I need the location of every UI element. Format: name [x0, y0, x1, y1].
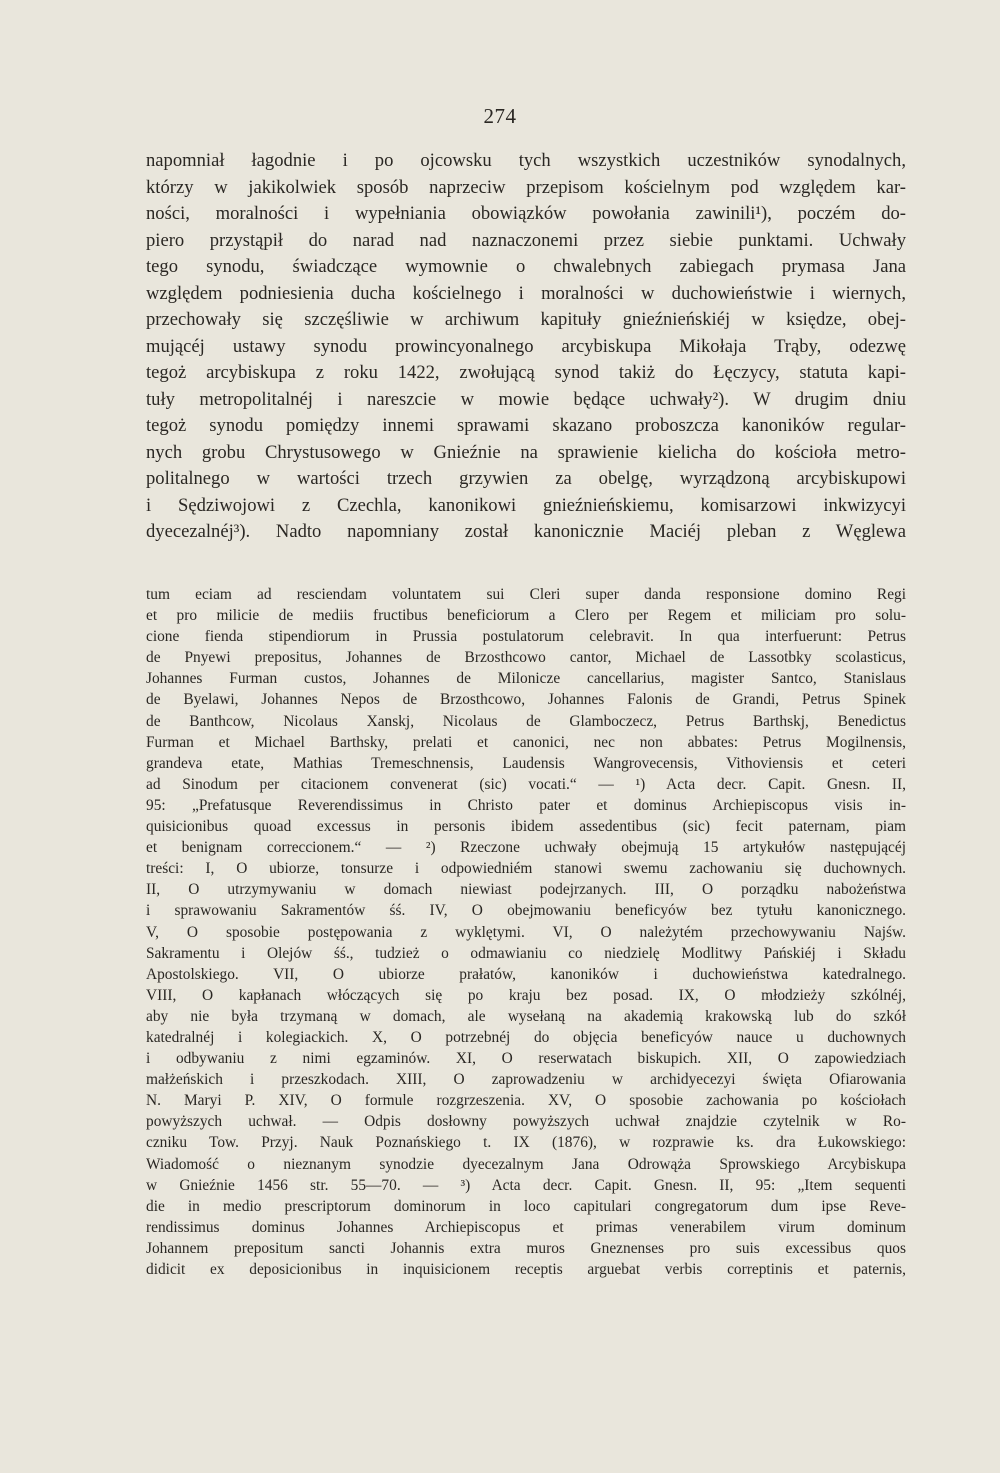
footnote-line: ad Sinodum per citacionem convenerat (sic) vocati.“ — ¹) Acta decr. Capit. Gnesn. II,	[146, 775, 906, 793]
footnote-line: Johannes Furman custos, Johannes de Milonicze cancellarius, magister Santco, Stanislaus	[146, 670, 906, 688]
footnote-line: die in medio prescriptorum dominorum in loco capitulari congregatorum dum ipse Reve-	[146, 1197, 906, 1215]
footnote-line: rendissimus dominus Johannes Archiepiscopus et primas venerabilem virum dominum	[146, 1218, 906, 1236]
footnote-line: 95: „Prefatusque Reverendissimus in Christo pater et dominus Archiepiscopus visis in-	[146, 796, 906, 814]
page-number: 274	[483, 104, 517, 128]
footnote-line: w Gnieźnie 1456 str. 55—70. — ³) Acta decr. Capit. Gnesn. II, 95: „Item sequenti	[146, 1176, 906, 1194]
main-text-line: względem podniesienia ducha kościelnego i moralności w duchowieństwie i wiernych,	[146, 282, 906, 304]
main-text-line: mującéj ustawy synodu prowincyonalnego arcybiskupa Mikołaja Trąby, odezwę	[146, 335, 906, 357]
footnote-line: i odbywaniu z nimi egzaminów. XI, O reserwatach biskupich. XII, O zapowiedziach	[146, 1050, 906, 1068]
footnote-line: N. Maryi P. XIV, O formule rozgrzeszenia. XV, O sposobie zachowania po kościołach	[146, 1092, 906, 1110]
main-text-line: napomniał łagodnie i po ojcowsku tych wszystkich uczestników synodalnych,	[146, 150, 906, 171]
footnote-line: de Pnyewi prepositus, Johannes de Brzosthcowo cantor, Michael de Lassotbky scolasticus,	[146, 649, 906, 667]
footnote-line: Johannem prepositum sancti Johannis extra muros Gneznenses pro suis excessibus quos	[146, 1239, 906, 1257]
main-text-line: piero przystąpił do narad nad naznaczonemi przez siebie punktami. Uchwały	[146, 229, 906, 251]
main-text-line: ności, moralności i wypełniania obowiązków powołania zawinili¹), poczém do-	[146, 203, 906, 224]
main-text-line: przechowały się szczęśliwie w archiwum kapituły gnieźnieńskiéj w księdze, obej-	[146, 309, 906, 330]
main-text-line: tuły metropolitalnéj i nareszcie w mowie będące uchwały²). W drugim dniu	[146, 388, 906, 410]
footnote-line: Apostolskiego. VII, O ubiorze prałatów, kanoników i duchowieństwa katedralnego.	[146, 965, 906, 983]
footnote-line: cione fienda stipendiorum in Prussia postulatorum celebravit. In qua interfuerunt: Petrus	[146, 628, 906, 646]
footnote-line: de Banthcow, Nicolaus Xanskj, Nicolaus de Glamboczecz, Petrus Barthskj, Benedictus	[146, 712, 906, 730]
main-text-line: dyecezalnéj³). Nadto napomniany został kanonicznie Maciéj pleban z Węglewa	[146, 521, 906, 542]
footnote-line: quisicionibus quoad excessus in personis ibidem assedentibus (sic) fecit paternam, piam	[146, 818, 906, 836]
footnote-line: powyższych uchwał. — Odpis dosłowny powyższych uchwał znajdzie czytelnik w Ro-	[146, 1113, 906, 1131]
main-text-line: politalnego w wartości trzech grzywien za obelgę, wyrządzoną arcybiskupowi	[146, 468, 906, 489]
footnote-line: et pro milicie de mediis fructibus beneficiorum a Clero per Regem et miliciam pro solu-	[146, 607, 906, 625]
main-text-block	[146, 148, 906, 546]
footnote-line: Sakramentu i Olejów śś., tudzież o odmawianiu co niedzielę Modlitwy Pańskiéj i Składu	[146, 944, 906, 962]
footnote-line: Furman et Michael Barthsky, prelati et canonici, nec non abbates: Petrus Mogilnensis,	[146, 733, 906, 751]
footnote-line: Wiadomość o nieznanym synodzie dyecezalnym Jana Odrowąża Sprowskiego Arcybiskupa	[146, 1155, 906, 1173]
footnote-line: katedralnéj i kolegiackich. X, O potrzebnéj do objęcia beneficyów nauce u duchownych	[146, 1028, 906, 1046]
main-text-line: nych grobu Chrystusowego w Gnieźnie na sprawienie kielicha do kościoła metro-	[146, 441, 906, 463]
footnote-line: tum eciam ad resciendam voluntatem sui Cleri super danda responsione domino Regi	[146, 586, 906, 603]
footnote-line: V, O sposobie postępowania z wyklętymi. VI, O należytém przechowywaniu Najśw.	[146, 923, 906, 941]
footnote-line: VIII, O kapłanach włóczących się po kraju bez posad. IX, O młodzieży szkólnéj,	[146, 986, 906, 1004]
footnotes-block	[146, 584, 906, 1280]
footnote-line: i sprawowaniu Sakramentów śś. IV, O obejmowaniu beneficyów bez tytułu kanonicznego.	[146, 902, 906, 920]
footnote-line: de Byelawi, Johannes Nepos de Brzosthcowo, Johannes Falonis de Grandi, Petrus Spinek	[146, 691, 906, 709]
footnote-line: et benignam correccionem.“ — ²) Rzeczone uchwały obejmują 15 artykułów następującéj	[146, 839, 906, 857]
main-text-line: tegoż arcybiskupa z roku 1422, zwołującą synod takiż do Łęczycy, statuta kapi-	[146, 362, 906, 383]
footnote-line: grandeva etate, Mathias Tremeschnensis, Laudensis Wangrovecensis, Vithoviensis et ceteri	[146, 754, 906, 772]
footnote-line: didicit ex deposicionibus in inquisicionem receptis arguebat verbis correptinis et paternis,	[146, 1261, 906, 1278]
footnote-line: treści: I, O ubiorze, tonsurze i odpowiedniém stanowi swemu zachowaniu się duchownych.	[146, 860, 906, 878]
footnote-line: czniku Tow. Przyj. Nauk Poznańskiego t. IX (1876), w rozprawie ks. dra Łukowskiego:	[146, 1134, 906, 1152]
footnote-line: aby nie była trzymaną w domach, ale wysełaną na akademią krakowską lub do szkół	[146, 1007, 906, 1025]
main-text-line: którzy w jakikolwiek sposób naprzeciw przepisom kościelnym pod względem kar-	[146, 176, 906, 198]
footnote-line: II, O utrzymywaniu w domach niewiast podejrzanych. III, O porządku nabożeństwa	[146, 881, 906, 899]
main-text-line: tego synodu, świadczące wymownie o chwalebnych zabiegach prymasa Jana	[146, 256, 906, 277]
footnote-line: małżeńskich i przeszkodach. XIII, O zaprowadzeniu w archidyecezyi święta Ofiarowania	[146, 1071, 906, 1089]
main-text-line: tegoż synodu pomiędzy innemi sprawami skazano proboszcza kanoników regular-	[146, 415, 906, 436]
main-text-line: i Sędziwojowi z Czechla, kanonikowi gnieźnieńskiemu, komisarzowi inkwizycyi	[146, 494, 906, 516]
